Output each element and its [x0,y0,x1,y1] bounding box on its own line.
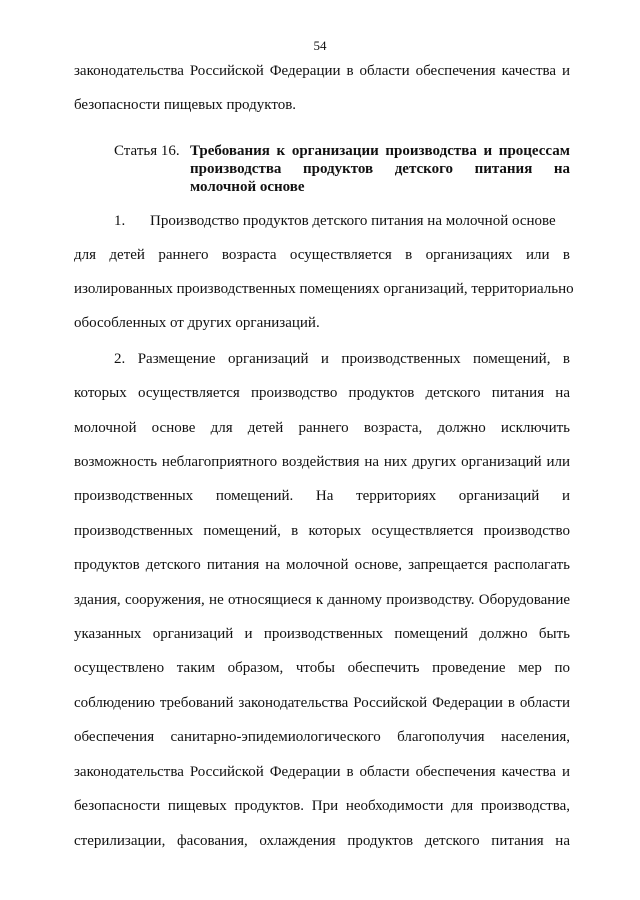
article-title-line-2: производства продуктов детского питания на [190,161,570,177]
paragraph-2-line-2: которых осуществляется производство продуктов детского питания на [74,385,570,401]
paragraph-2-line-5: производственных помещений. На территориях организаций и [74,488,570,504]
paragraph-2-line-15: стерилизации, фасования, охлаждения продуктов детского питания на [74,833,570,849]
intro-line-1: законодательства Российской Федерации в области обеспечения качества и [74,63,570,79]
article-title-line-3: молочной основе [190,179,305,195]
article-label: Статья 16. [114,143,180,159]
paragraph-1-line-3: изолированных производственных помещениях организаций, территориально [74,281,574,297]
paragraph-1-first-text: Производство продуктов детского питания на молочной основе [150,213,556,229]
paragraph-1-line-1 [114,211,570,231]
paragraph-2-line-1: 2. Размещение организаций и производственных помещений, в [114,351,570,367]
paragraph-2-line-13: законодательства Российской Федерации в области обеспечения качества и [74,764,570,780]
paragraph-1-line-4: обособленных от других организаций. [74,315,320,331]
paragraph-2-line-11: соблюдению требований законодательства Российской Федерации в области [74,695,570,711]
paragraph-2-line-9: указанных организаций и производственных помещений должно быть [74,626,570,642]
paragraph-2-line-10: осуществлено таким образом, чтобы обеспечить проведение мер по [74,660,570,676]
paragraph-2-line-4: возможность неблагоприятного воздействия на них других организаций или [74,454,570,470]
article-title-line-1: Требования к организации производства и процессам [190,143,570,159]
paragraph-1-number: 1. [114,213,126,229]
page-number: 54 [313,38,327,53]
paragraph-2-line-8: здания, сооружения, не относящиеся к данному производству. Оборудование [74,592,570,608]
paragraph-2-line-6: производственных помещений, в которых осуществляется производство [74,523,570,539]
paragraph-2-line-14: безопасности пищевых продуктов. При необходимости для производства, [74,798,570,814]
paragraph-1-line-2: для детей раннего возраста осуществляется в организациях или в [74,247,570,263]
paragraph-2-line-7: продуктов детского питания на молочной основе, запрещается располагать [74,557,570,573]
paragraph-2-line-12: обеспечения санитарно-эпидемиологического благополучия населения, [74,729,570,745]
paragraph-2-line-3: молочной основе для детей раннего возраста, должно исключить [74,420,570,436]
intro-line-2: безопасности пищевых продуктов. [74,97,297,113]
